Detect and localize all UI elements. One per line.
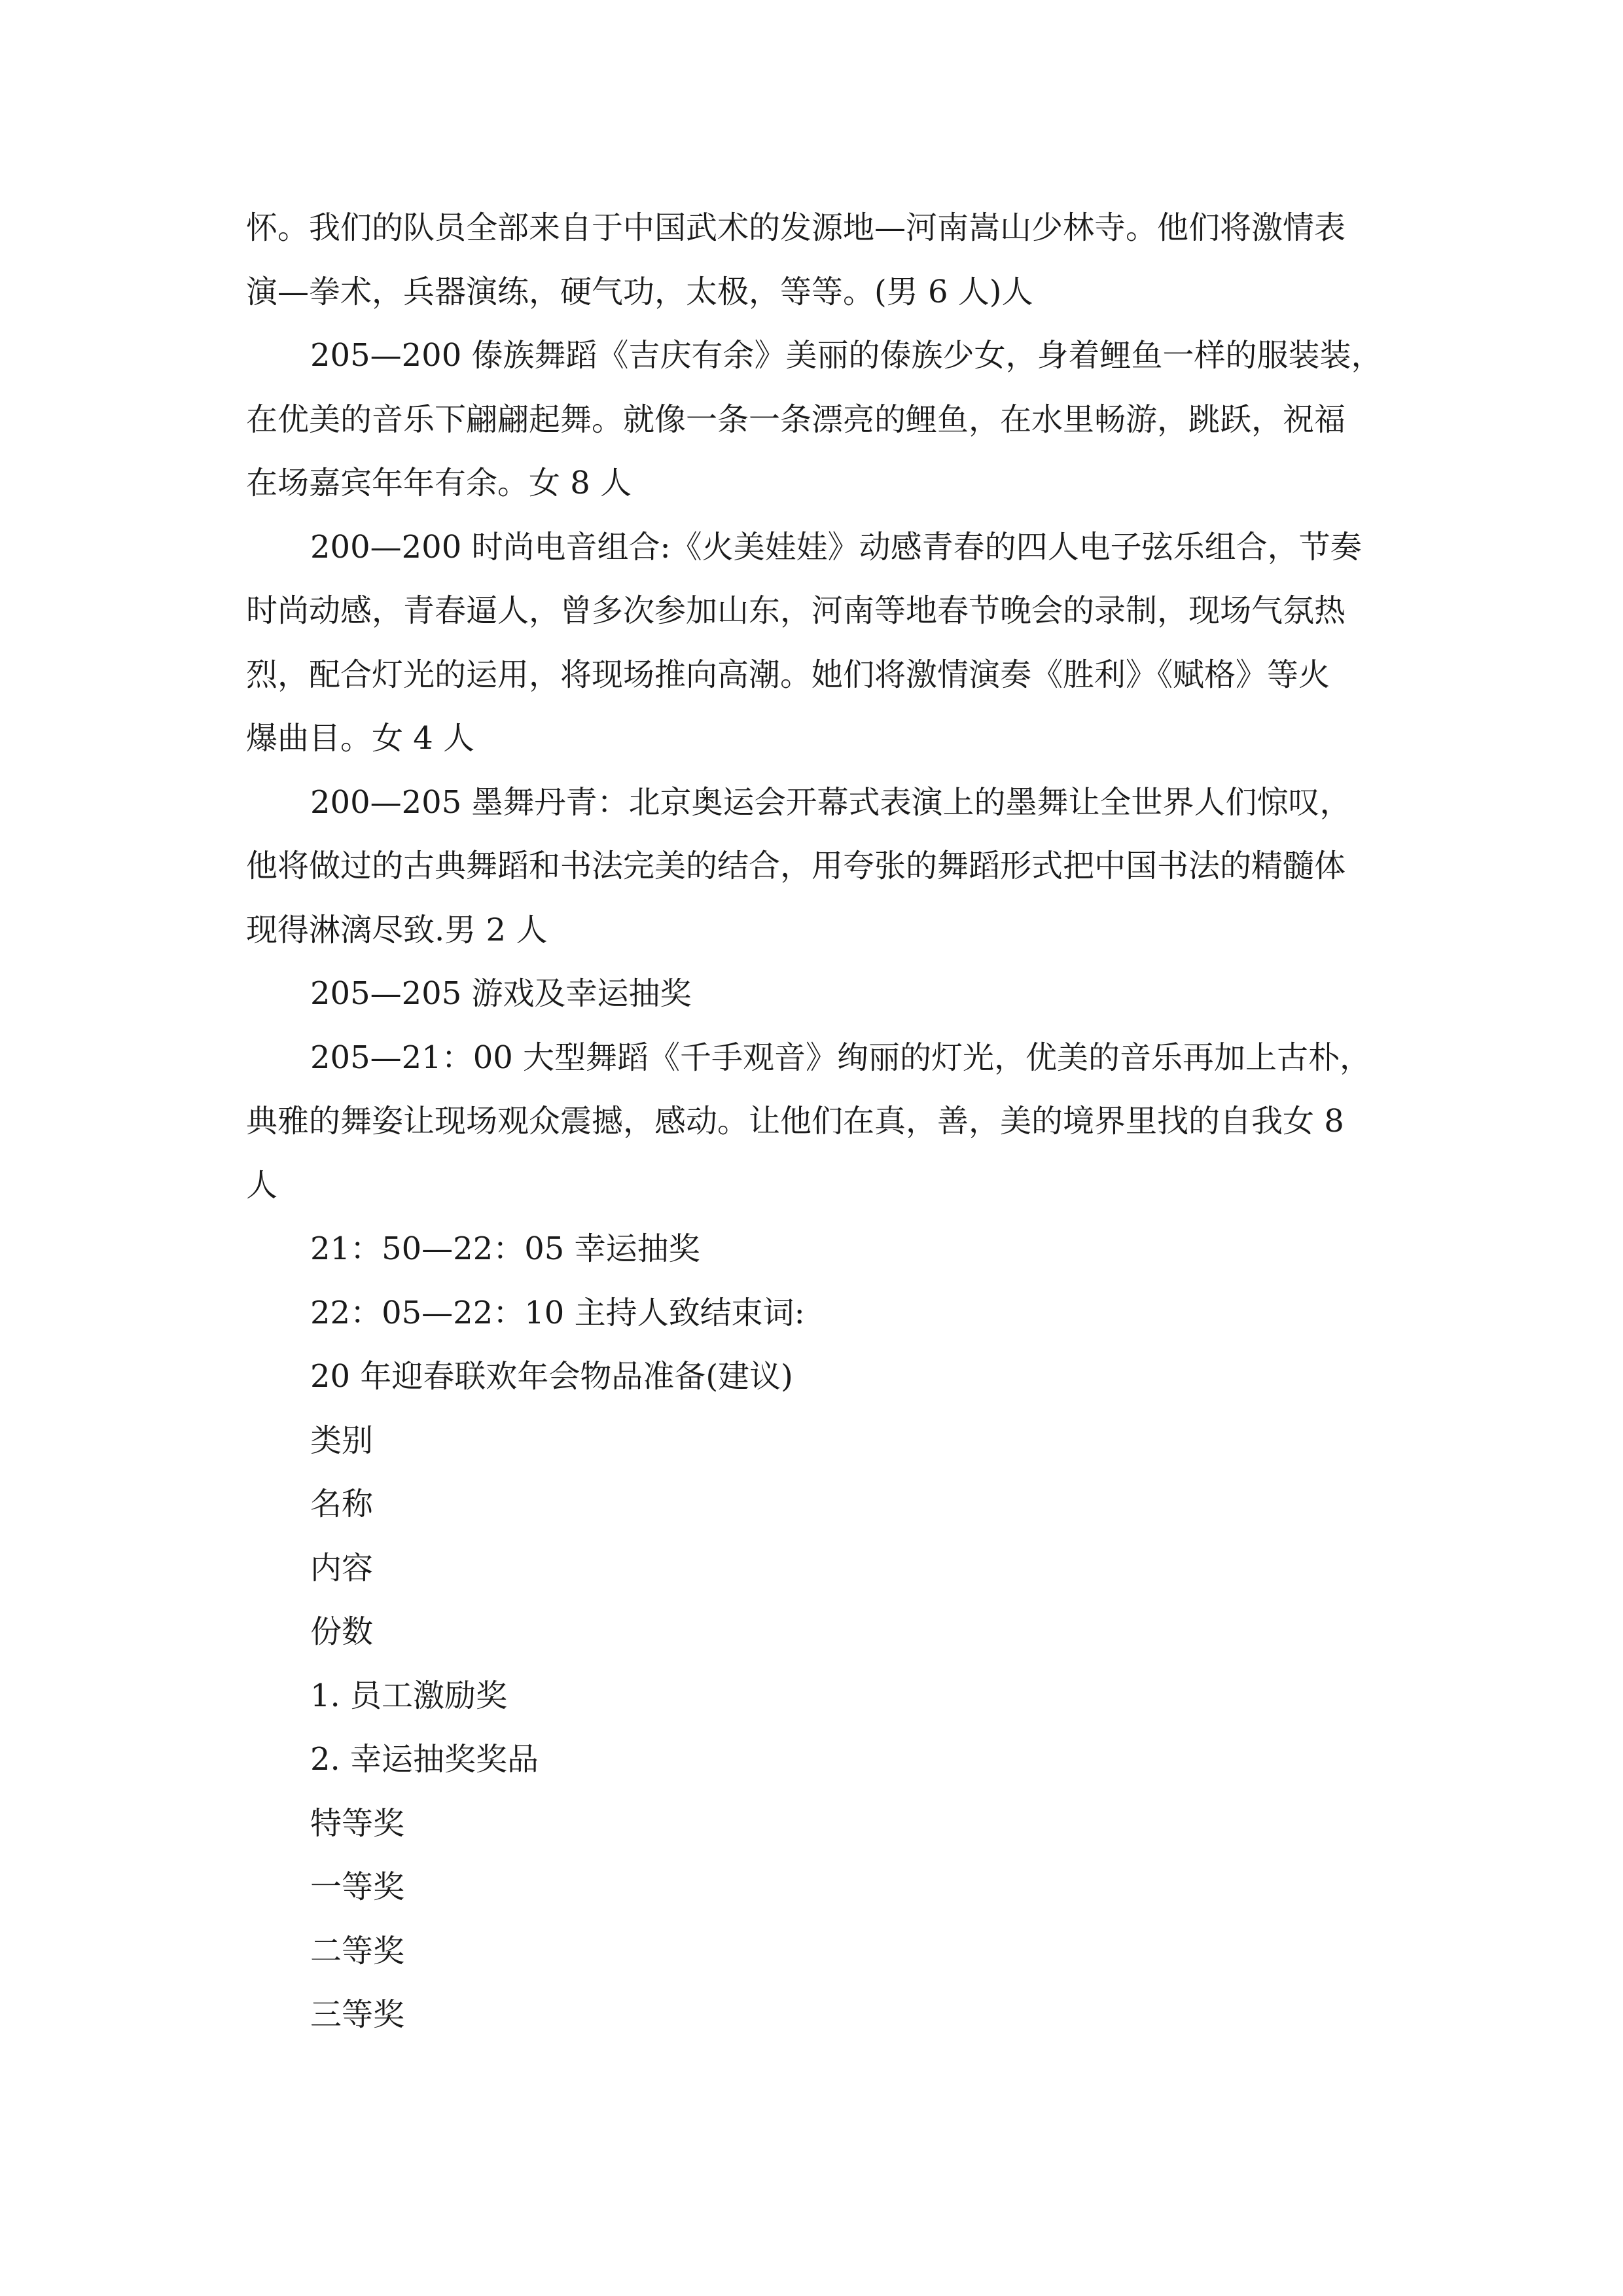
- list-item: 内容: [310, 1549, 374, 1587]
- text-line: 205—21：00 大型舞蹈《千手观音》绚丽的灯光，优美的音乐再加上古朴，: [310, 1039, 1372, 1076]
- list-item: 一等奖: [310, 1869, 405, 1905]
- text-line: 205—200 傣族舞蹈《吉庆有余》美丽的傣族少女，身着鲤鱼一样的服装装，: [310, 337, 1383, 374]
- list-item: 份数: [310, 1613, 374, 1650]
- paragraph: [246, 196, 1388, 324]
- text-line: 人: [246, 1166, 278, 1204]
- text-line: 在场嘉宾年年有余。女 8 人: [246, 465, 632, 501]
- text-line: 爆曲目。女 4 人: [246, 720, 475, 757]
- text-line: 200—205 墨舞丹青：北京奥运会开幕式表演上的墨舞让全世界人们惊叹，: [310, 783, 1351, 821]
- text-line: 现得淋漓尽致.男 2 人: [246, 911, 548, 948]
- paragraph: [246, 324, 1388, 516]
- text-line: 演—拳术，兵器演练，硬气功，太极，等等。(男 6 人)人: [246, 273, 1033, 310]
- list-item: 类别: [310, 1422, 374, 1459]
- text-line: 怀。我们的队员全部来自于中国武术的发源地—河南嵩山少林寺。他们将激情表: [246, 209, 1346, 246]
- paragraph: [246, 771, 1388, 963]
- text-line: 200—200 时尚电音组合:《火美娃娃》动感青春的四人电子弦乐组合，节奏: [310, 528, 1362, 565]
- list-item: 20 年迎春联欢年会物品准备(建议): [310, 1358, 793, 1395]
- list-item: 名称: [310, 1486, 374, 1522]
- list-item: 1. 员工激励奖: [310, 1677, 508, 1714]
- text-line: 典雅的舞姿让现场观众震撼，感动。让他们在真，善，美的境界里找的自我女 8: [246, 1103, 1344, 1139]
- paragraph: [246, 1026, 1388, 1218]
- text-line: 他将做过的古典舞蹈和书法完美的结合，用夸张的舞蹈形式把中国书法的精髓体: [246, 848, 1346, 884]
- text-line: 烈，配合灯光的运用，将现场推向高潮。她们将激情演奏《胜利》《赋格》等火: [246, 656, 1330, 693]
- text-line: 时尚动感，青春逼人，曾多次参加山东，河南等地春节晚会的录制，现场气氛热: [246, 592, 1346, 629]
- paragraph: [246, 962, 1388, 1026]
- list-item: 22：05—22：10 主持人致结束词:: [310, 1294, 805, 1331]
- text-line: 205—205 游戏及幸运抽奖: [310, 975, 692, 1012]
- text-line: 在优美的音乐下翩翩起舞。就像一条一条漂亮的鲤鱼，在水里畅游，跳跃，祝福: [246, 401, 1346, 438]
- document-body: [246, 196, 1388, 2047]
- list-item: 特等奖: [310, 1804, 405, 1842]
- paragraph: [246, 516, 1388, 771]
- list-item: 21：50—22：05 幸运抽奖: [310, 1230, 700, 1267]
- list-item: 二等奖: [310, 1932, 405, 1969]
- list-item: 2. 幸运抽奖奖品: [310, 1741, 539, 1778]
- list-item: 三等奖: [310, 1996, 405, 2033]
